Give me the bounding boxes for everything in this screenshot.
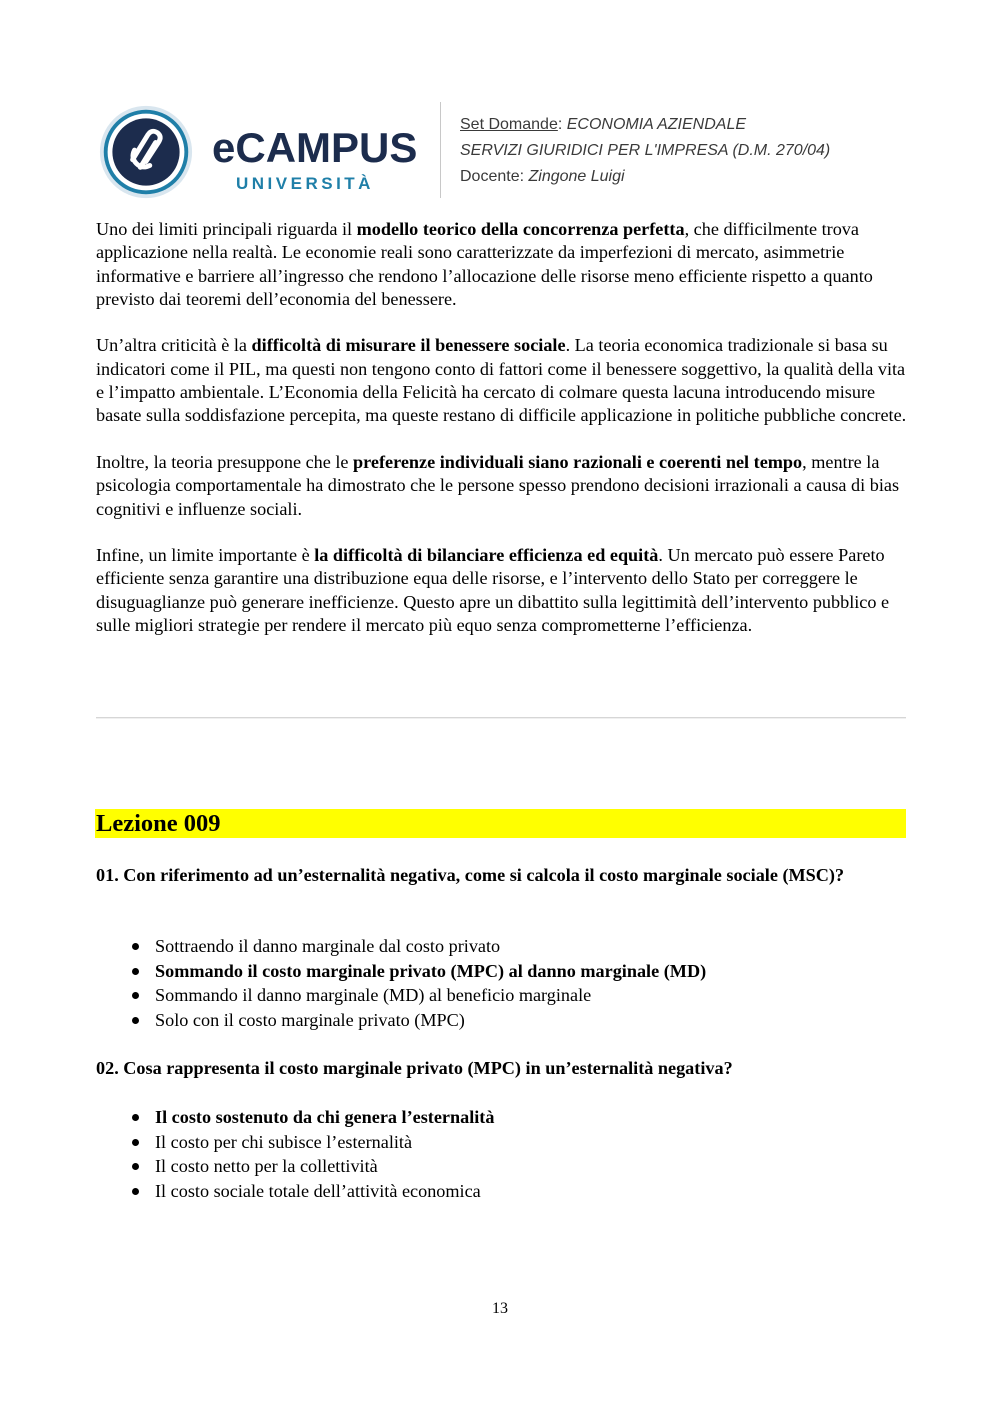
docente-label: Docente [460, 168, 520, 185]
answer-option-correct: Il costo sostenuto da chi genera l’esternalità [96, 1105, 494, 1130]
logo-subtitle: UNIVERSITÀ [236, 174, 374, 193]
ecampus-logo [96, 100, 426, 200]
answer-option: Solo con il costo marginale privato (MPC) [96, 1008, 706, 1033]
paragraph-bold: la difficoltà di bilanciare efficienza ed equità [314, 545, 659, 566]
ecampus-seal-icon [98, 104, 194, 200]
docente-value: Zingone Luigi [528, 168, 625, 185]
set-domande-value-2: SERVIZI GIURIDICI PER L'IMPRESA (D.M. 270/04) [460, 142, 831, 159]
body-text [96, 218, 908, 661]
paragraph-bold: difficoltà di misurare il benessere sociale [251, 335, 566, 356]
answer-option: Sommando il danno marginale (MD) al beneficio marginale [96, 983, 706, 1008]
answer-option: Il costo per chi subisce l’esternalità [96, 1130, 494, 1155]
paragraph [96, 544, 908, 637]
docente-line: Docente: Zingone Luigi [460, 168, 625, 185]
paragraph [96, 218, 908, 311]
page-number: 13 [492, 1300, 508, 1317]
set-domande-line-1: Set Domande: ECONOMIA AZIENDALE [460, 116, 747, 133]
paragraph-text: . La teoria economica tradizionale si basa su indicatori come il PIL, ma questi non tengono conto di fattori come il benessere soggettivo, la qualità della vita e l’impatto ambientale. L’Economia della Felicità ha cercato di colmare questa lacuna introducendo misure basate sulla soddisfazione percepita, ma queste restano di difficile applicazione in politiche pubbliche concrete. [96, 335, 907, 426]
header-divider [440, 102, 441, 198]
answer-list [96, 934, 706, 1032]
paragraph-bold: preferenze individuali siano razionali e coerenti nel tempo [353, 451, 803, 472]
question-title: 01. Con riferimento ad un’esternalità negativa, come si calcola il costo marginale sociale (MSC)? [96, 865, 845, 885]
paragraph [96, 451, 908, 521]
answer-option: Il costo netto per la collettività [96, 1154, 494, 1179]
answer-list [96, 1105, 494, 1203]
paragraph-text: Uno dei limiti principali riguarda il [96, 219, 357, 239]
question-title: 02. Cosa rappresenta il costo marginale privato (MPC) in un’esternalità negativa? [96, 1058, 733, 1078]
paragraph-text: , mentre la psicologia comportamentale ha dimostrato che le persone spesso prendono decisioni irrazionali a causa di bias cognitivi e influenze sociali. [96, 451, 900, 519]
answer-option: Il costo sociale totale dell’attività economica [96, 1179, 494, 1204]
section-divider [96, 717, 906, 719]
paragraph-text: Infine, un limite importante è [96, 545, 315, 566]
lesson-title: Lezione 009 [95, 809, 906, 838]
answer-option: Sottraendo il danno marginale dal costo privato [96, 934, 706, 959]
set-domande-label: Set Domande [460, 116, 558, 133]
answer-option-correct: Sommando il costo marginale privato (MPC) al danno marginale (MD) [96, 959, 706, 984]
paragraph-text: . Un mercato può essere Pareto efficiente senza garantire una distribuzione equa delle risorse, e l’intervento dello Stato per correggere le disuguaglianze può generare inefficienze. Questo apre un dibattito sulla legittimità dell’intervento pubblico e sulle migliori strategie per rendere il mercato più equo senza comprometterne l’efficienza. [96, 545, 890, 636]
page-header [96, 100, 916, 200]
paragraph-text: , che difficilmente trova applicazione nella realtà. Le economie reali sono caratterizzate da imperfezioni di mercato, asimmetrie informative e barriere all’ingresso che rendono l’allocazione delle risorse meno efficiente rispetto a quanto previsto dai teoremi dell’economia del benessere. [96, 219, 873, 309]
set-domande-line-2 [460, 138, 830, 164]
set-domande-value-1: ECONOMIA AZIENDALE [566, 116, 747, 133]
paragraph-text: Inoltre, la teoria presuppone che le [96, 451, 354, 472]
paragraph [96, 334, 908, 427]
paragraph-text: Un’altra criticità è la [96, 335, 252, 356]
header-info [460, 112, 830, 190]
paragraph-bold: modello teorico della concorrenza perfetta [356, 219, 685, 239]
logo-wordmark: eCAMPUS [212, 124, 418, 171]
